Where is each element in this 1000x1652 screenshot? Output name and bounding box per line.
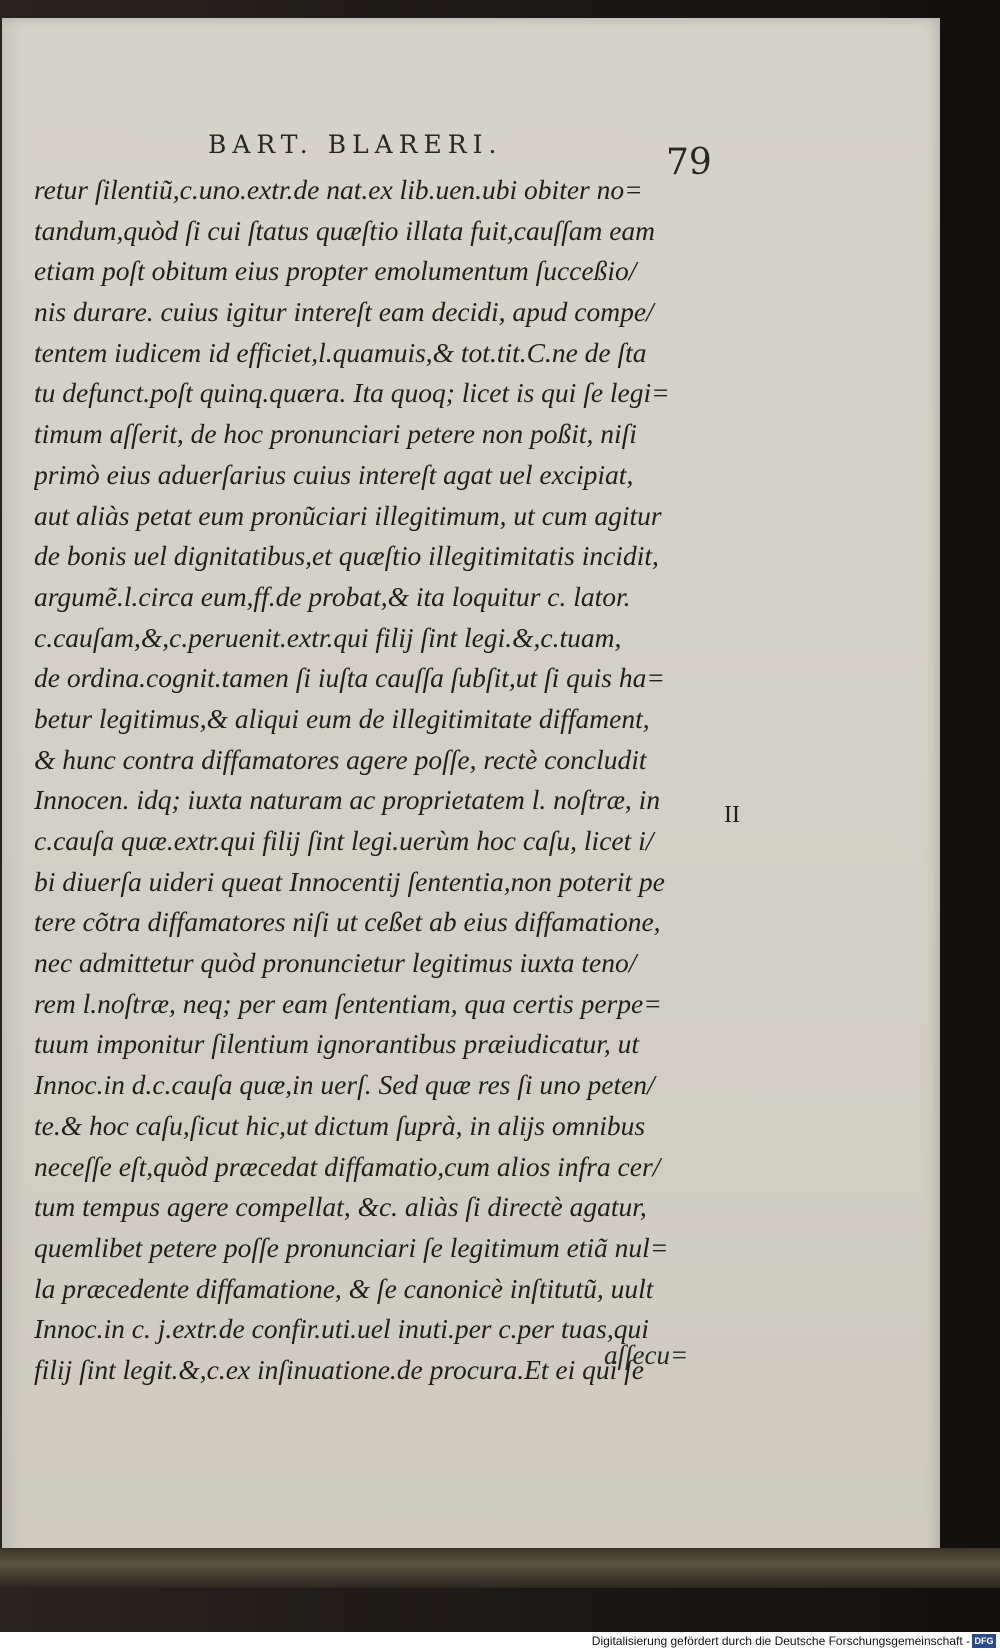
text-line: & hunc contra diffamatores agere poſſe, rectè concludit <box>34 743 647 775</box>
text-line: tuum imponitur ſilentium ignorantibus præiudicatur, ut <box>34 1028 640 1060</box>
text-line: tandum,quòd ſi cui ſtatus quæſtio illata fuit,cauſſam eam <box>34 214 656 246</box>
text-line: tere cõtra diffamatores niſi ut ceßet ab eius diffamatione, <box>34 906 661 938</box>
text-line: timum aſſerit, de hoc pronunciari petere non poßit, niſi <box>34 418 637 450</box>
dfg-logo: DFG <box>972 1634 996 1648</box>
text-line: etiam poſt obitum eius propter emolumentum ſucceßio/ <box>34 255 637 287</box>
text-line: retur ſilentiũ,c.uno.extr.de nat.ex lib.uen.ubi obiter no= <box>34 174 643 205</box>
page-number: 79 <box>666 142 712 183</box>
body-text <box>34 170 724 1391</box>
text-line: nis durare. cuius igitur intereſt eam decidi, apud compe/ <box>34 296 654 328</box>
text-line: Innoc.in d.c.cauſa quæ,in uerſ. Sed quæ res ſi uno peten/ <box>34 1069 655 1101</box>
text-line: c.cauſa quæ.extr.qui filij ſint legi.uerùm hoc caſu, licet i/ <box>34 825 654 856</box>
text-line: Innocen. idq; iuxta naturam ac proprietatem l. noſtræ, in <box>34 784 661 816</box>
text-line: Innoc.in c. j.extr.de confir.uti.uel inuti.per c.per tuas,qui <box>34 1313 649 1345</box>
text-line: nec admittetur quòd pronuncietur legitimus iuxta teno/ <box>34 947 637 979</box>
text-line: tentem iudicem id efficiet,l.quamuis,& tot.tit.C.ne de ſta <box>34 336 647 368</box>
text-line: c.cauſam,&,c.peruenit.extr.qui filij ſint legi.&,c.tuam, <box>34 621 622 653</box>
text-line: aut aliàs petat eum pronũciari illegitimum, ut cum agitur <box>34 499 662 531</box>
text-line: argumẽ.l.circa eum,ff.de probat,& ita loquitur c. lator. <box>34 580 631 612</box>
text-line: primò eius aduerſarius cuius intereſt agat uel excipiat, <box>34 458 634 490</box>
footer-credit: Digitalisierung gefördert durch die Deutsche Forschungsgemeinschaft - <box>591 1634 970 1648</box>
text-line: quemlibet petere poſſe pronunciari ſe legitimum etiã nul= <box>34 1231 669 1263</box>
text-line: neceſſe eſt,quòd præcedat diffamatio,cum alios infra cer/ <box>34 1150 661 1182</box>
text-line: tum tempus agere compellat, &c. aliàs ſi directè agatur, <box>34 1191 647 1223</box>
text-line: te.& hoc caſu,ſicut hic,ut dictum ſuprà, in alijs omnibus <box>34 1109 646 1141</box>
running-title: BART. BLARERI. <box>208 130 503 159</box>
text-line: la præcedente diffamatione, & ſe canonicè inſtitutũ, uult <box>34 1272 654 1304</box>
text-line: bi diuerſa uideri queat Innocentij ſententia,non poterit pe <box>34 865 665 897</box>
text-line: tu defunct.poſt quinq.quæra. Ita quoq; licet is qui ſe legi= <box>34 377 670 409</box>
text-line: de ordina.cognit.tamen ſi iuſta cauſſa ſubſit,ut ſi quis ha= <box>34 662 665 694</box>
text-line: filij ſint legit.&,c.ex inſinuatione.de procura.Et ei qui ſe <box>34 1353 644 1385</box>
text-line: rem l.noſtræ, neq; per eam ſententiam, qua certis perpe= <box>34 987 662 1019</box>
margin-note-number: II <box>724 802 740 828</box>
page-edge <box>0 1548 1000 1588</box>
text-line: betur legitimus,& aliqui eum de illegitimitate diffament, <box>34 702 650 734</box>
text-line: de bonis uel dignitatibus,et quæſtio illegitimitatis incidit, <box>34 540 659 572</box>
catchword: aſſecu= <box>604 1340 689 1370</box>
